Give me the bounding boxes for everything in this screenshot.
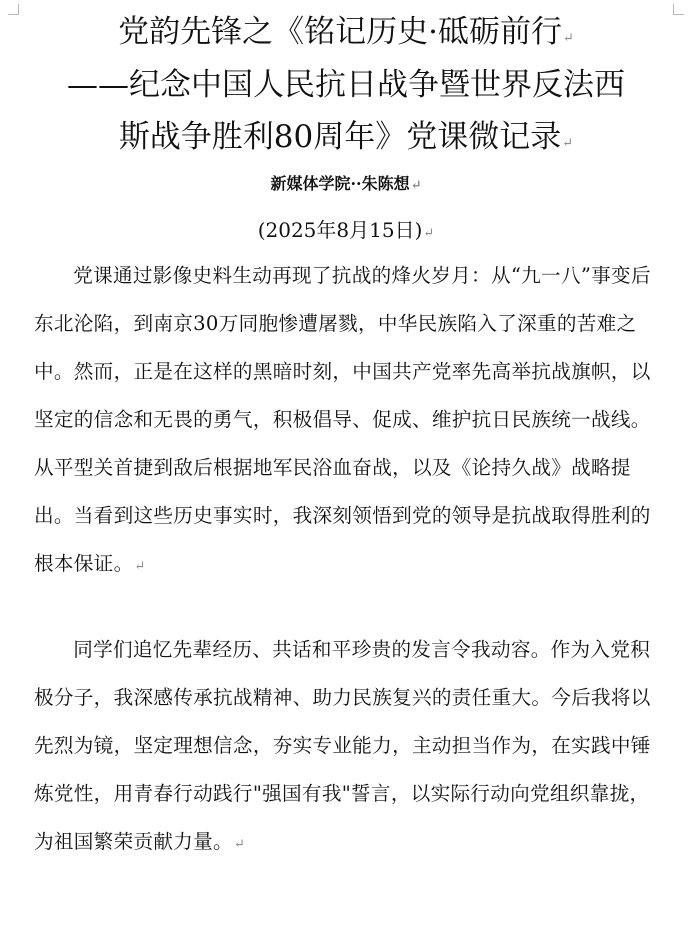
paragraph-mark-icon: ↵ xyxy=(410,178,422,193)
paragraph-mark-icon: ↵ xyxy=(423,226,435,241)
title-line-3: 斯战争胜利80周年》党课微记录↵ xyxy=(118,119,574,155)
body-paragraph-1: 党课通过影像史料生动再现了抗战的烽火岁月：从“九一八”事变后东北沦陷，到南京30万同胞惨遭屠戮，中华民族陷入了深重的苦难之中。然而，正是在这样的黑暗时刻，中国共产党率先高举抗战旗帜，以坚定的信念和无畏的勇气，积极倡导、促成、维护抗日民族统一战线。从平型关首捷到敌后根据地军民浴血奋战，以及《论持久战》战略提出。当看到这些历史事实时，我深刻领悟到党的领导是抗战取得胜利的根本保证。↵ xyxy=(34,264,651,575)
title-line-1: 党韵先锋之《铭记历史·砥砺前行↵ xyxy=(118,14,574,50)
body-paragraph-2: 同学们追忆先辈经历、共话和平珍贵的发言令我动容。作为入党积极分子，我深感传承抗战精神、助力民族复兴的责任重大。今后我将以先烈为镜，坚定理想信念，夯实专业能力，主动担当作为，在实践中锤炼党性，用青春行动践行"强国有我"誓言，以实际行动向党组织靠拢，为祖国繁荣贡献力量。↵ xyxy=(34,638,651,853)
paragraph-mark-icon: ↵ xyxy=(233,837,246,852)
date-line: (2025年8月15日)↵ xyxy=(257,218,435,242)
author-line: 新媒体学院··朱陈想↵ xyxy=(270,174,422,193)
paragraph-mark-icon: ↵ xyxy=(562,31,574,46)
paragraph-mark-icon: ↵ xyxy=(134,559,146,574)
title-line-2: ——纪念中国人民抗日战争暨世界反法西 xyxy=(67,67,625,103)
paragraph-mark-icon: ↵ xyxy=(562,136,574,151)
